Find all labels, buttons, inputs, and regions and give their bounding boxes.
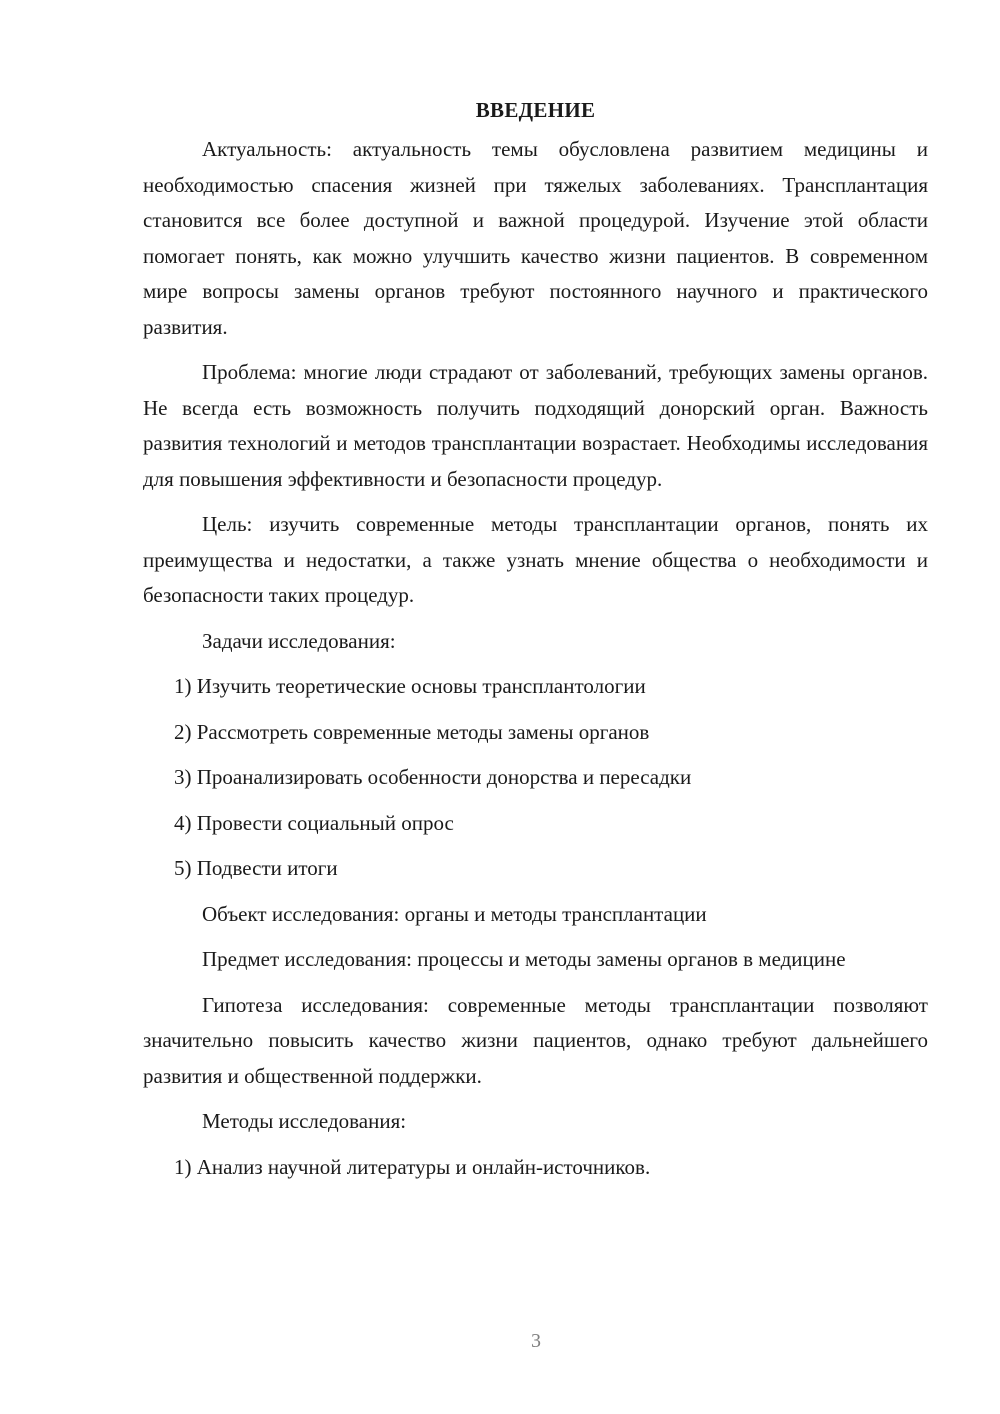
methods-list — [143, 1150, 928, 1186]
task-item: 4) Провести социальный опрос — [174, 810, 454, 835]
paragraph-object: Объект исследования: органы и методы трансплантации — [202, 901, 707, 926]
task-item: 2) Рассмотреть современные методы замены органов — [174, 719, 650, 744]
task-item: 3) Проанализировать особенности донорства и пересадки — [174, 765, 692, 789]
page-number: 3 — [531, 1330, 541, 1352]
page-title: ВВЕДЕНИЕ — [475, 98, 596, 122]
paragraph-problem: Проблема: многие люди страдают от заболеваний, требующих замены органов. Не всегда есть возможность получить подходящий донорский орган. Важность развития технологий и методов трансплантации возрастает. Необходимы исследования для повышения эффективности и безопасности процедур. — [143, 360, 928, 491]
tasks-heading: Задачи исследования: — [202, 628, 396, 653]
method-item: 1) Анализ научной литературы и онлайн-источников. — [174, 1154, 651, 1179]
task-item: 5) Подвести итоги — [174, 856, 338, 880]
paragraph-goal: Цель: изучить современные методы трансплантации органов, понять их преимущества и недостатки, а также узнать мнение общества о необходимости и безопасности таких процедур. — [143, 512, 928, 607]
task-item: 1) Изучить теоретические основы трансплантологии — [174, 674, 646, 698]
methods-heading: Методы исследования: — [202, 1109, 407, 1133]
document-page — [143, 92, 928, 1195]
paragraph-hypothesis: Гипотеза исследования: современные методы трансплантации позволяют значительно повысить качество жизни пациентов, однако требуют дальнейшего развития и общественной поддержки. — [143, 992, 928, 1088]
paragraph-relevance: Актуальность: актуальность темы обусловлена развитием медицины и необходимостью спасения жизней при тяжелых заболеваниях. Трансплантация становится все более доступной и важной процедурой. Изучение этой области помогает понять, как можно улучшить качество жизни пациентов. В современном мире вопросы замены органов требуют постоянного научного и практического развития. — [143, 137, 928, 339]
tasks-list — [143, 669, 928, 887]
paragraph-subject: Предмет исследования: процессы и методы замены органов в медицине — [202, 947, 846, 971]
